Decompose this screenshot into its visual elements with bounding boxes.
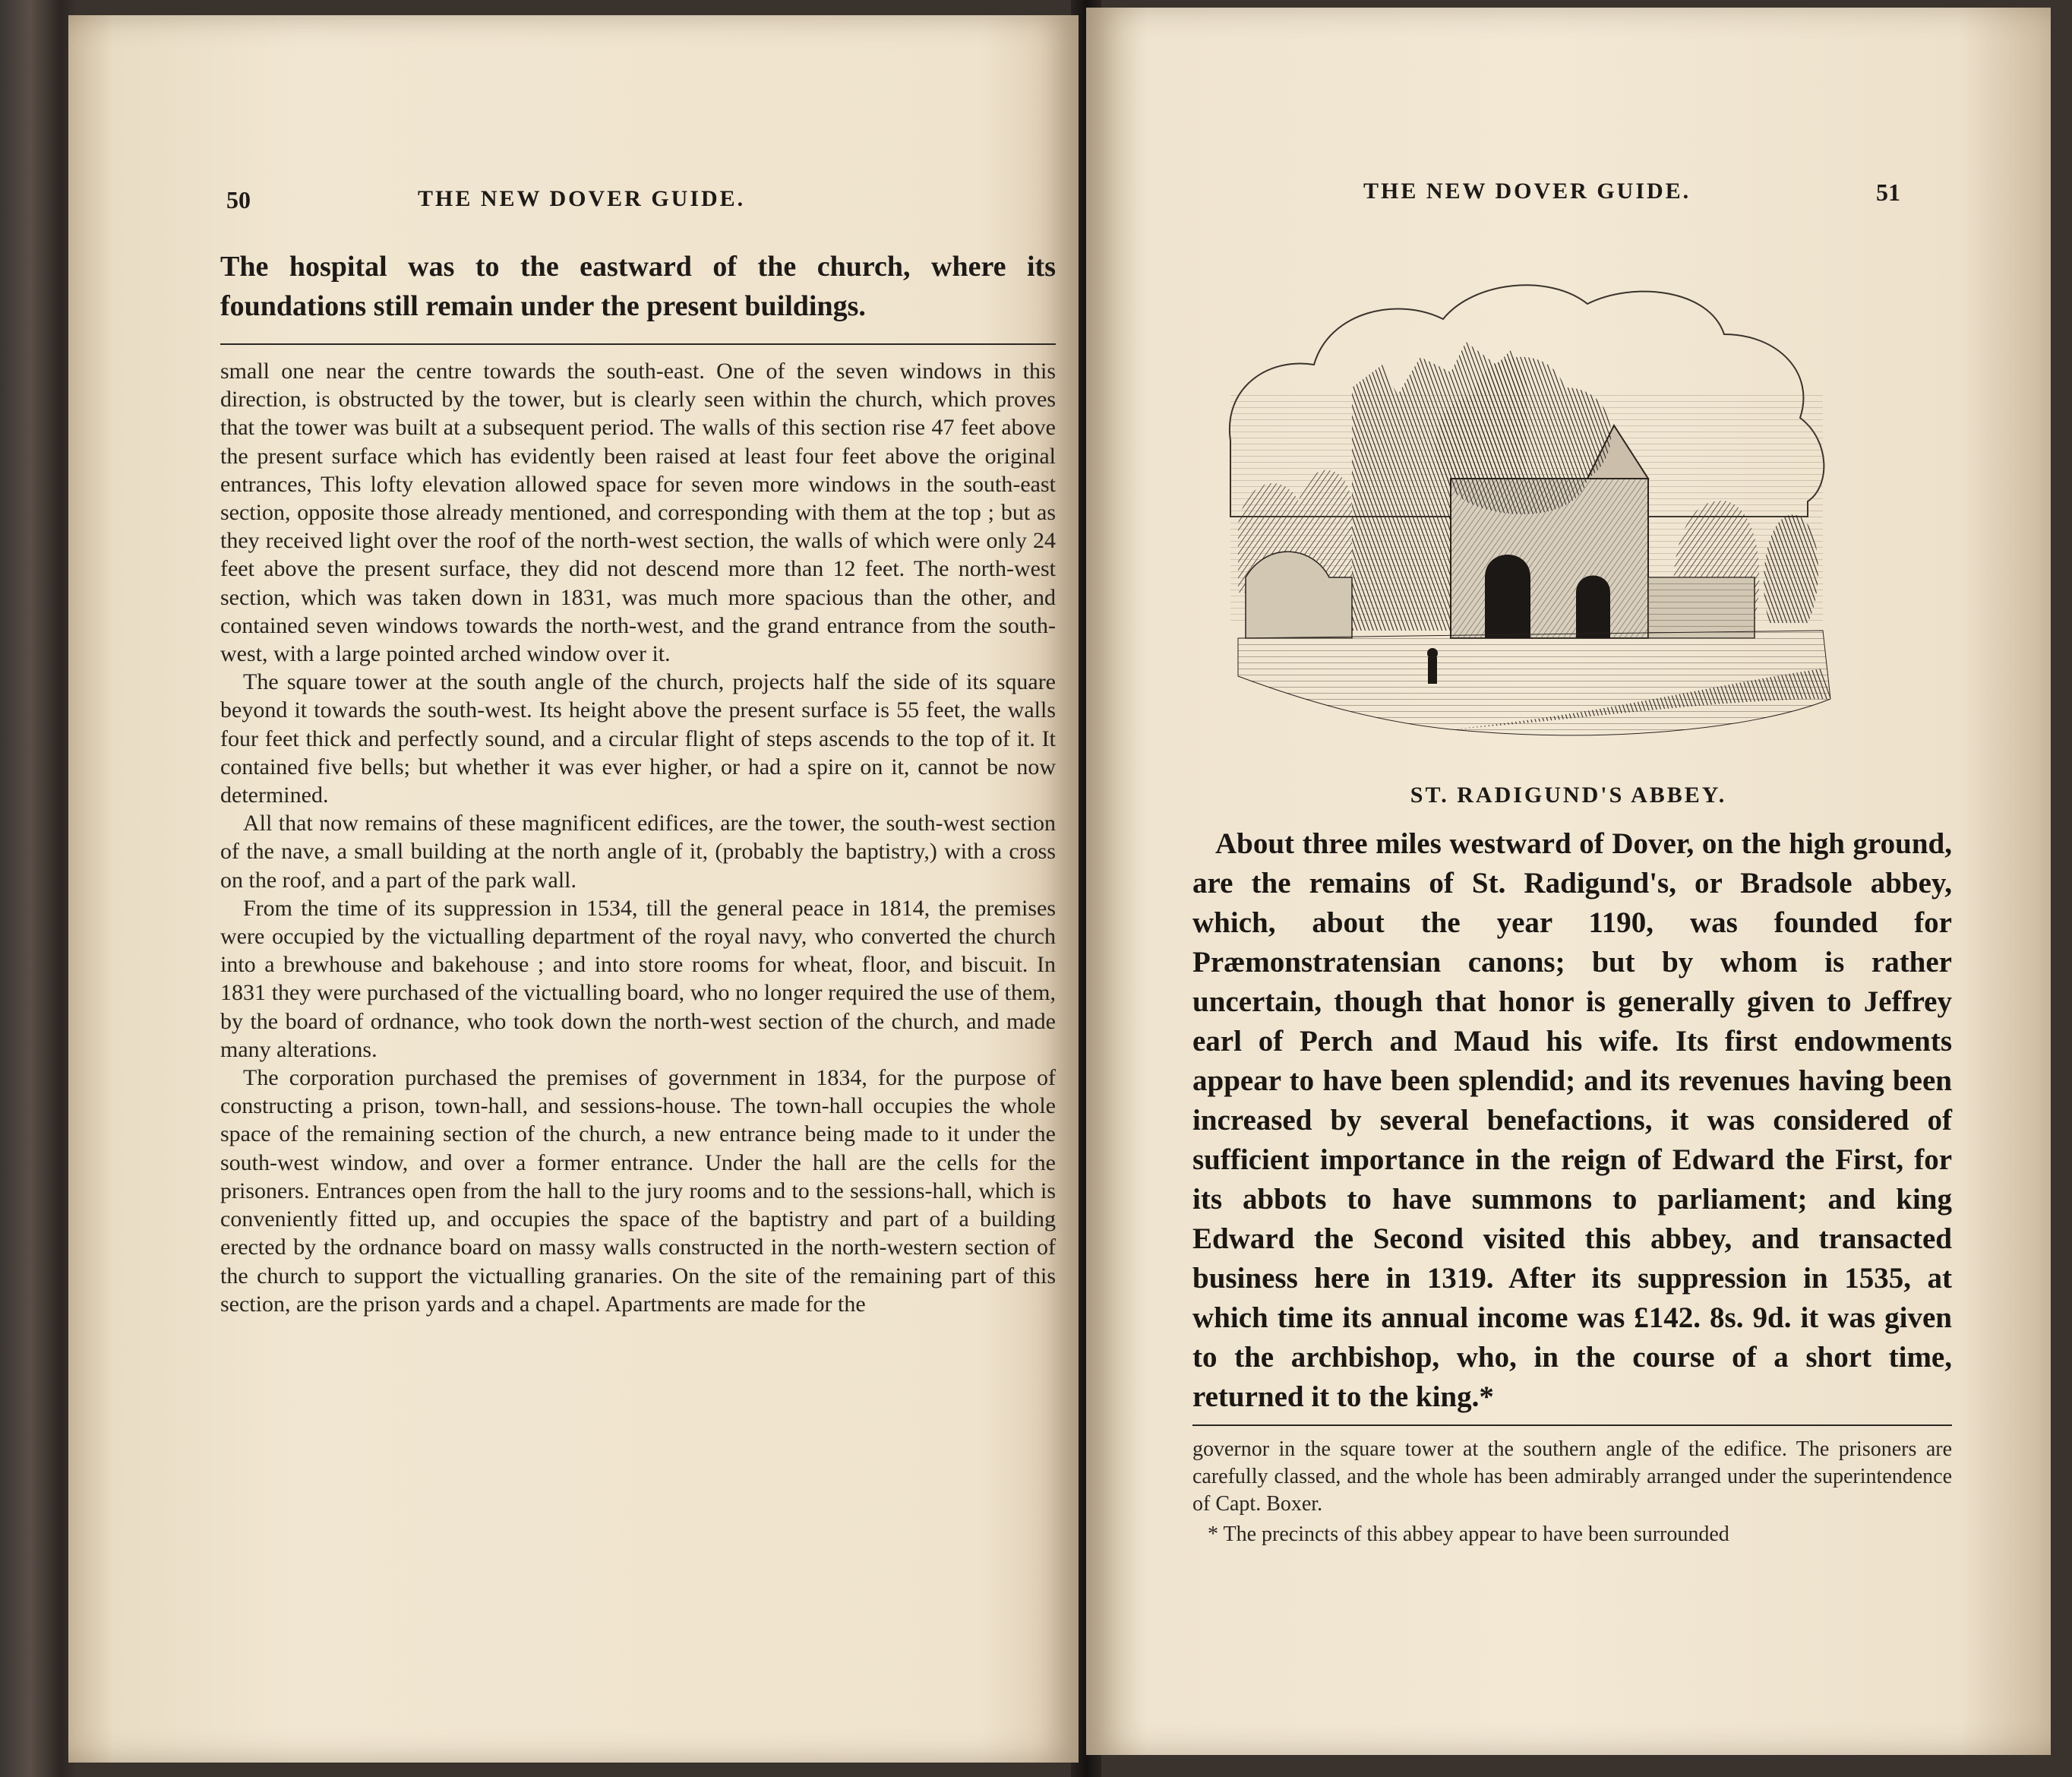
left-paragraph-4: From the time of its suppression in 1534, till the general peace in 1814, the premises were occupied by the victualling department of the royal navy, who converted the church into a brewhouse and bakehouse ; and into store rooms for wheat, floor, and biscuit. In 1831 they were purchased of the victualling board, who no longer required the use of them, by the board of ordnance, who took down the north-west section of the church, and made many alterations. <box>220 895 1056 1062</box>
left-paragraph-2: The square tower at the south angle of the church, projects half the side of its square beyond it towards the south-west. Its height above the present surface is 55 feet, the walls four feet thick and perfectly sound, and a circular flight of steps ascends to the top of it. It contained five bells; but whether it was ever higher, or had a spire on it, cannot be now determined. <box>220 669 1056 808</box>
left-paragraph-3: All that now remains of these magnificent edifices, are the tower, the south-west section of the nave, a small building at the north angle of it, (probably the baptistry,) with a cross on the roof, and a part of the park wall. <box>220 811 1056 893</box>
left-paragraph-1: small one near the centre towards the south-east. One of the seven windows in this direction, is obstructed by the tower, but is clearly seen within the church, which proves that the tower was built at a subsequent period. The walls of this section rise 47 feet above the present surface which has evidently been raised at least four feet above the original entrances, This lofty elevation allowed space for seven more windows in the south-east section, opposite those already mentioned, and corresponding with them at the top ; but as they received light over the roof of the north-west section, the walls of which were only 24 feet above the present surface, they did not descend more than 12 feet. The north-west section, which was taken down in 1831, was much more spacious than the other, and contained seven windows towards the north-west, and the grand entrance from the south-west, with a large pointed arched window over it. <box>220 359 1056 667</box>
left-body-text <box>220 357 1056 1318</box>
right-page-number: 51 <box>1876 179 1900 206</box>
right-paragraph: About three miles westward of Dover, on the high ground, are the remains of St. Radigund's, or Bradsole abbey, which, about the year 1190, was founded for Præmonstratensian canons; but by whom is rather uncertain, though that honor is generally given to Jeffrey earl of Perch and Maud his wife. Its first endowments appear to have been splendid; and its revenues having been increased by several benefactions, it was considered of sufficient importance in the reign of Edward the First, for its abbots to have summons to parliament; and king Edward the Second visited this abbey, and transacted business here in 1319. After its suppression in 1535, at which time its annual income was £142. 8s. 9d. it was given to the archbishop, who, in the course of a short time, returned it to the king.* <box>1192 827 1952 1413</box>
right-page <box>1086 8 2051 1755</box>
left-running-head: THE NEW DOVER GUIDE. <box>418 186 746 211</box>
left-page <box>68 15 1079 1763</box>
left-divider-rule <box>220 343 1056 345</box>
right-running-head: THE NEW DOVER GUIDE. <box>1363 179 1691 204</box>
footnote-abbey-precincts: * The precincts of this abbey appear to have been surrounded <box>1208 1522 1729 1546</box>
left-page-number: 50 <box>226 186 251 213</box>
footnote-continuation: governor in the square tower at the southern angle of the edifice. The prisoners are carefully classed, and the whole has been admirably arranged under the superintendence of Capt. Boxer. <box>1192 1437 1952 1516</box>
abbey-engraving <box>1223 274 1846 760</box>
left-paragraph-5: The corporation purchased the premises of government in 1834, for the purpose of constructing a prison, town-hall, and sessions-house. The town-hall occupies the whole space of the remaining section of the church, a new entrance being made to it under the south-west window, and over a former entrance. Under the hall are the cells for the prisoners. Entrances open from the hall to the jury rooms and to the sessions-hall, which is conveniently fitted up, and occupies the space of the baptistry and part of a building erected by the ordnance board on massy walls constructed in the north-western section of the church to support the victualling granaries. On the site of the remaining part of this section, are the prison yards and a chapel. Apartments are made for the <box>220 1065 1056 1317</box>
left-lead-text: The hospital was to the eastward of the church, where its foundations still remain under the present buildings. <box>220 251 1056 322</box>
footnote-block <box>1192 1436 1952 1548</box>
right-body-text <box>1192 824 1952 1417</box>
footnote-rule <box>1192 1424 1952 1426</box>
illustration-caption: ST. RADIGUND'S ABBEY. <box>1410 783 1727 808</box>
